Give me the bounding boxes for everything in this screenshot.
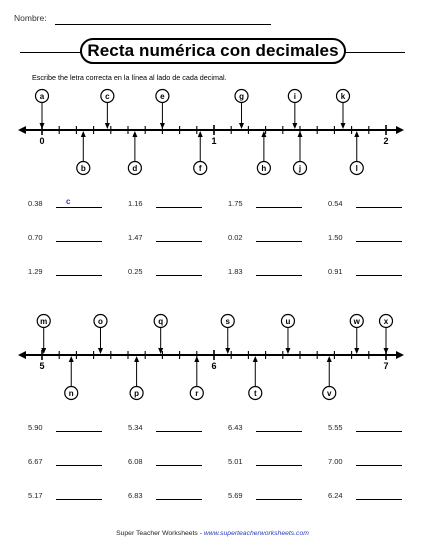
answer-item	[328, 488, 402, 500]
tick-label: 5	[39, 361, 45, 371]
answer-blank[interactable]	[356, 264, 402, 276]
marker-letter-g: g	[239, 92, 244, 101]
decimal-value: 5.90	[28, 423, 43, 432]
answer-blank[interactable]	[56, 454, 102, 466]
filled-answer: c	[66, 197, 71, 206]
answer-item	[128, 264, 202, 276]
tick-label: 0	[39, 136, 45, 146]
marker-letter-p: p	[134, 389, 140, 398]
decimal-value: 5.55	[328, 423, 343, 432]
decimal-value: 1.50	[328, 233, 343, 242]
marker-letter-b: b	[80, 164, 86, 173]
decimal-value: 6.83	[128, 491, 143, 500]
marker-letter-x: x	[383, 317, 389, 326]
name-label: Nombre:	[14, 13, 47, 23]
answer-blank[interactable]	[256, 454, 302, 466]
answer-blank[interactable]	[356, 196, 402, 208]
answer-item	[228, 454, 302, 466]
footer-link[interactable]: www.superteacherworksheets.com	[203, 530, 309, 537]
decimal-value: 1.16	[128, 199, 143, 208]
marker-arrowhead	[354, 348, 359, 354]
answer-item	[28, 196, 102, 208]
answer-item	[328, 230, 402, 242]
marker-letter-q: q	[158, 317, 164, 326]
tick-label: 7	[383, 361, 389, 371]
marker-arrowhead	[298, 131, 303, 137]
decimal-value: 5.34	[128, 423, 143, 432]
answer-item	[28, 454, 102, 466]
marker-arrowhead	[225, 348, 230, 354]
marker-arrowhead	[354, 131, 359, 137]
answer-blank[interactable]	[56, 488, 102, 500]
marker-arrowhead	[105, 123, 110, 129]
axis-arrow-left	[18, 351, 26, 359]
answer-item	[228, 196, 302, 208]
answer-blank[interactable]	[56, 196, 102, 208]
marker-arrowhead	[327, 356, 332, 362]
decimal-value: 1.29	[28, 267, 43, 276]
answer-item	[228, 230, 302, 242]
answer-blank[interactable]	[356, 230, 402, 242]
axis-arrow-left	[18, 126, 26, 134]
decimal-value: 1.75	[228, 199, 243, 208]
answer-item	[128, 420, 202, 432]
decimal-value: 0.91	[328, 267, 343, 276]
answer-blank[interactable]	[356, 454, 402, 466]
page-title: Recta numérica con decimales	[87, 41, 339, 60]
decimal-value: 1.47	[128, 233, 143, 242]
marker-letter-n: n	[68, 389, 74, 398]
tick-label: 1	[211, 136, 217, 146]
axis-arrow-right	[396, 126, 404, 134]
marker-arrowhead	[132, 131, 137, 137]
marker-arrowhead	[194, 356, 199, 362]
decimal-value: 0.02	[228, 233, 243, 242]
marker-arrowhead	[160, 123, 165, 129]
name-field[interactable]	[55, 24, 271, 25]
decimal-value: 6.43	[228, 423, 243, 432]
decimal-value: 6.24	[328, 491, 343, 500]
answer-blank[interactable]	[156, 264, 202, 276]
answer-blank[interactable]	[256, 264, 302, 276]
answer-item	[228, 264, 302, 276]
answer-item	[128, 230, 202, 242]
marker-letter-s: s	[225, 317, 230, 326]
answer-item	[28, 488, 102, 500]
answer-blank[interactable]	[156, 420, 202, 432]
answer-blank[interactable]	[256, 488, 302, 500]
instructions: Escribe the letra correcta en la línea al lado de cada decimal.	[32, 73, 227, 82]
axis-arrow-right	[396, 351, 404, 359]
marker-arrowhead	[239, 123, 244, 129]
marker-letter-h: h	[261, 164, 267, 173]
marker-arrowhead	[134, 356, 139, 362]
marker-letter-o: o	[98, 317, 103, 326]
decimal-value: 6.67	[28, 457, 43, 466]
marker-letter-k: k	[340, 92, 346, 101]
footer-brand: Super Teacher Worksheets -	[116, 530, 204, 537]
marker-letter-v: v	[327, 389, 332, 398]
marker-letter-d: d	[132, 164, 138, 173]
marker-arrowhead	[98, 348, 103, 354]
marker-letter-t: t	[253, 389, 257, 398]
number-line-1	[0, 85, 425, 180]
marker-arrowhead	[341, 123, 346, 129]
marker-letter-m: m	[40, 317, 48, 326]
marker-arrowhead	[384, 348, 389, 354]
marker-letter-l: l	[355, 164, 358, 173]
marker-letter-u: u	[285, 317, 291, 326]
decimal-value: 0.70	[28, 233, 43, 242]
name-row	[14, 13, 47, 23]
decimal-value: 7.00	[328, 457, 343, 466]
footer	[0, 530, 425, 537]
answer-item	[128, 454, 202, 466]
decimal-value: 0.54	[328, 199, 343, 208]
answer-blank[interactable]	[156, 230, 202, 242]
answer-blank[interactable]	[256, 420, 302, 432]
answer-item	[228, 488, 302, 500]
answer-blank[interactable]	[56, 420, 102, 432]
marker-arrowhead	[81, 131, 86, 137]
decimal-value: 1.83	[228, 267, 243, 276]
decimal-value: 0.25	[128, 267, 143, 276]
answer-item	[228, 420, 302, 432]
marker-letter-e: e	[160, 92, 165, 101]
decimal-value: 6.08	[128, 457, 143, 466]
answer-blank[interactable]	[356, 488, 402, 500]
answer-item	[328, 420, 402, 432]
decimal-value: 5.17	[28, 491, 43, 500]
marker-letter-f: f	[198, 164, 202, 173]
title-banner	[80, 38, 346, 64]
marker-arrowhead	[253, 356, 258, 362]
answer-item	[328, 264, 402, 276]
answer-item	[128, 488, 202, 500]
marker-letter-w: w	[353, 317, 360, 326]
marker-letter-r: r	[195, 389, 199, 398]
answer-blank[interactable]	[256, 230, 302, 242]
answer-blank[interactable]	[256, 196, 302, 208]
marker-letter-a: a	[39, 92, 45, 101]
marker-letter-c: c	[105, 92, 110, 101]
answer-blank[interactable]	[56, 264, 102, 276]
answer-item	[328, 454, 402, 466]
answer-blank[interactable]	[156, 196, 202, 208]
marker-arrowhead	[285, 348, 290, 354]
marker-letter-j: j	[298, 164, 302, 173]
number-line-2	[0, 310, 425, 405]
marker-letter-i: i	[293, 92, 296, 101]
decimal-value: 0.38	[28, 199, 43, 208]
answer-item	[128, 196, 202, 208]
marker-arrowhead	[292, 123, 297, 129]
answer-item	[28, 264, 102, 276]
answer-item	[28, 420, 102, 432]
marker-arrowhead	[198, 131, 203, 137]
answer-blank[interactable]	[356, 420, 402, 432]
decimal-value: 5.01	[228, 457, 243, 466]
tick-label: 6	[211, 361, 217, 371]
answer-blank[interactable]	[156, 454, 202, 466]
decimal-value: 5.69	[228, 491, 243, 500]
marker-arrowhead	[40, 123, 45, 129]
marker-arrowhead	[69, 356, 74, 362]
answer-item	[328, 196, 402, 208]
answer-blank[interactable]	[56, 230, 102, 242]
tick-label: 2	[383, 136, 389, 146]
answer-blank[interactable]	[156, 488, 202, 500]
answer-item	[28, 230, 102, 242]
